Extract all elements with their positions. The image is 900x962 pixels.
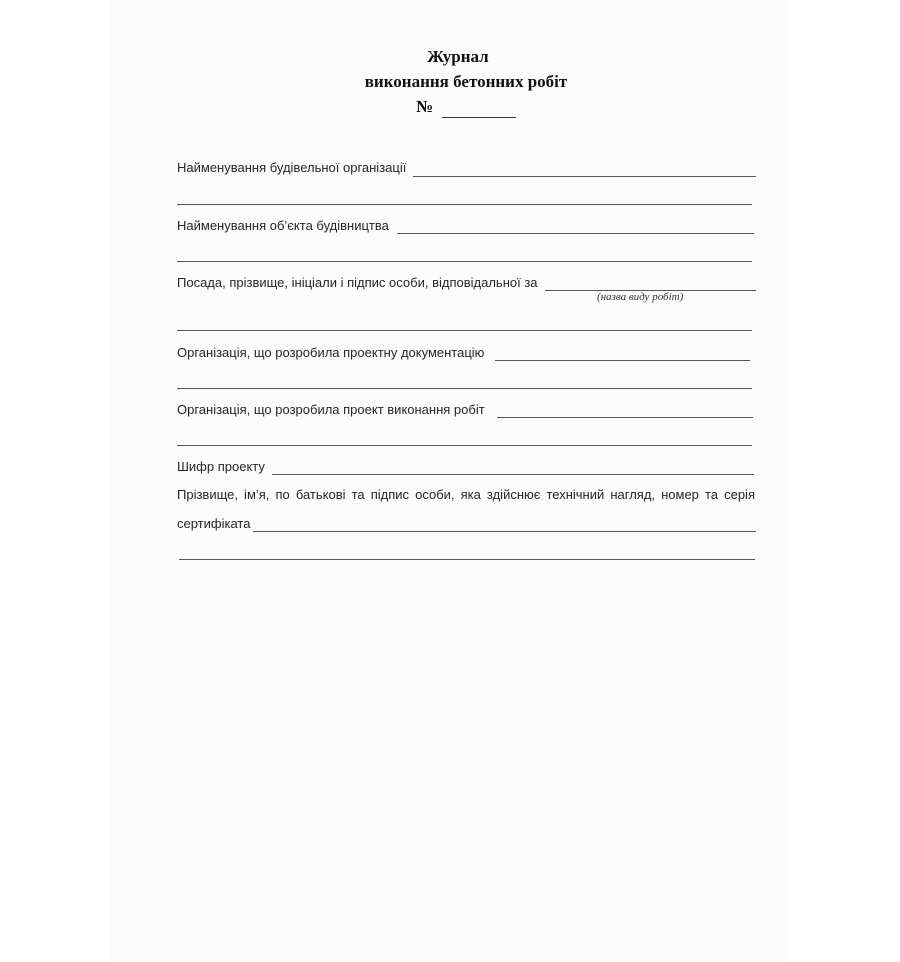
certificate-field-continued[interactable] xyxy=(179,559,755,560)
work-type-hint: (назва виду робіт) xyxy=(597,291,684,303)
work-project-org-field-continued[interactable] xyxy=(177,445,752,446)
journal-number-field[interactable] xyxy=(442,117,516,118)
construction-org-label: Найменування будівельної організації xyxy=(177,160,407,175)
tech-supervision-label: Прізвище, ім’я, по батькові та підпис особи, яка здійснює технічний нагляд, номер та серія xyxy=(177,487,755,502)
journal-title: Журнал xyxy=(427,47,489,66)
construction-object-field-continued[interactable] xyxy=(177,261,752,262)
journal-subtitle: виконання бетонних робіт xyxy=(364,72,568,91)
project-code-label: Шифр проекту xyxy=(177,459,265,474)
work-project-org-field[interactable] xyxy=(497,417,753,418)
journal-number-label: № xyxy=(416,97,434,116)
work-project-org-label: Організація, що розробила проект виконання робіт xyxy=(177,402,485,417)
design-doc-org-label: Організація, що розробила проектну документацію xyxy=(177,345,485,360)
construction-org-field-continued[interactable] xyxy=(177,204,752,205)
certificate-field[interactable] xyxy=(253,531,756,532)
design-doc-org-field[interactable] xyxy=(495,360,750,361)
certificate-label: сертифіката xyxy=(177,516,251,531)
construction-org-field[interactable] xyxy=(413,176,756,177)
project-code-field[interactable] xyxy=(272,474,754,475)
responsible-person-label: Посада, прізвище, ініціали і підпис особи, відповідальної за xyxy=(177,275,538,290)
responsible-person-field[interactable] xyxy=(177,330,752,331)
construction-object-field[interactable] xyxy=(397,233,754,234)
design-doc-org-field-continued[interactable] xyxy=(177,388,752,389)
construction-object-label: Найменування об’єкта будівництва xyxy=(177,218,389,233)
document-page xyxy=(110,0,788,962)
